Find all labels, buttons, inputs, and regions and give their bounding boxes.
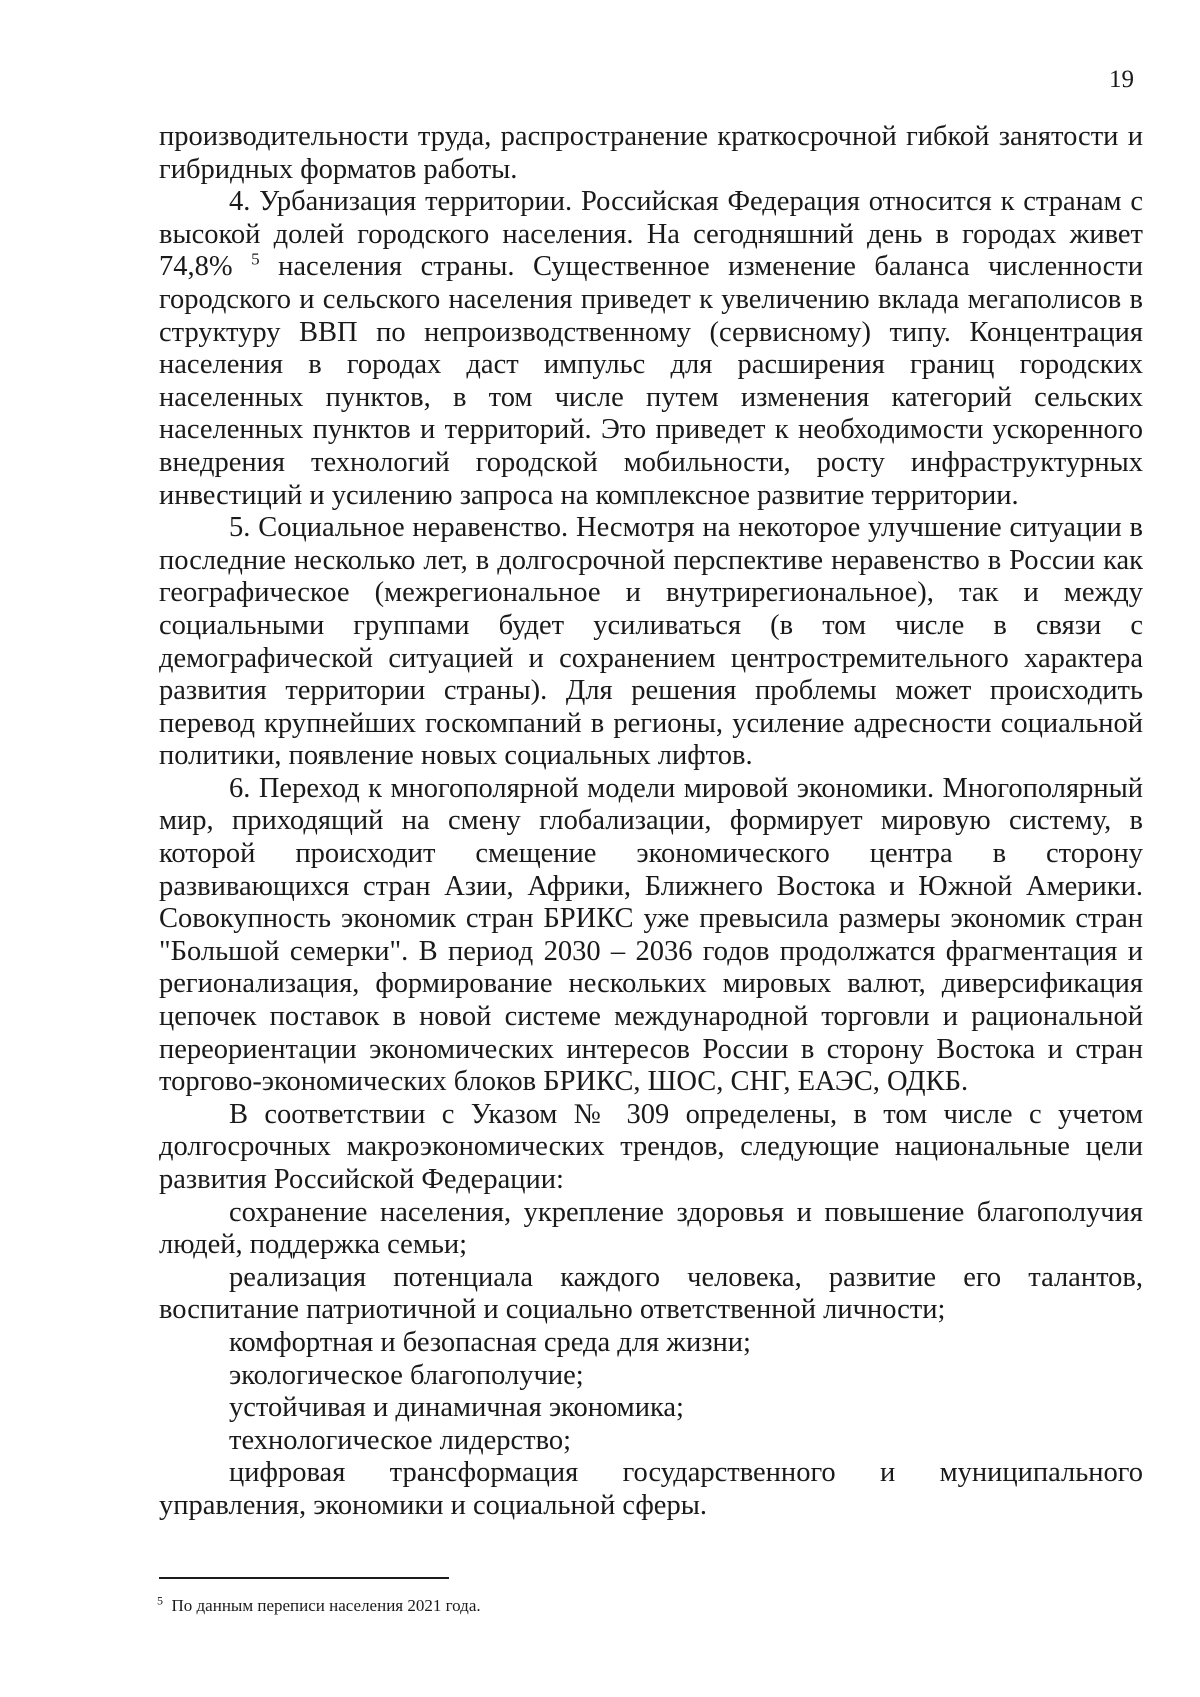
footnote-text: По данным переписи населения 2021 года. bbox=[171, 1596, 481, 1615]
goal-item: технологическое лидерство; bbox=[229, 1424, 572, 1456]
footnote-marker: 5 bbox=[157, 1593, 163, 1608]
document-body bbox=[159, 121, 1143, 1523]
goal-item: экологическое благополучие; bbox=[229, 1359, 584, 1391]
footnote-divider bbox=[159, 1577, 449, 1579]
paragraph-social-inequality: 5. Социальное неравенство. Несмотря на некоторое улучшение ситуации в последние несколько лет, в долгосрочной перспективе неравенство в России как географическое (межрегиональное и внутрирегиональное), так и между социальными группами будет усиливаться (в том числе в связи с демографической ситуацией и сохранением центростремительного характера развития территории страны). Для решения проблемы может происходить перевод крупнейших госкомпаний в регионы, усиление адресности социальной политики, появление новых социальных лифтов. bbox=[159, 512, 1143, 772]
urbanization-text: 4. Урбанизация территории. Российская Федерация относится к странам с высокой долей городского населения. На сегодняшний день в городах живет 74,8% bbox=[159, 186, 1143, 283]
paragraph-urbanization bbox=[159, 186, 1143, 512]
goal-item: комфортная и безопасная среда для жизни; bbox=[229, 1326, 751, 1358]
goal-item: реализация потенциала каждого человека, развитие его талантов, воспитание патриотичной и социально ответственной личности; bbox=[159, 1261, 1143, 1326]
paragraph-national-goals-intro: В соответствии с Указом № 309 определены, в том числе с учетом долгосрочных макроэкономических трендов, следующие национальные цели развития Российской Федерации: bbox=[159, 1098, 1143, 1195]
page-number: 19 bbox=[1109, 66, 1134, 93]
goal-item: сохранение населения, укрепление здоровья и повышение благополучия людей, поддержка семьи; bbox=[159, 1196, 1143, 1261]
urbanization-text-rest: населения страны. Существенное изменение баланса численности городского и сельского населения приведет к увеличению вклада мегаполисов в структуру ВВП по непроизводственному (сервисному) типу. Концентрация населения в городах даст импульс для расширения границ городских населенных пунктов, в том числе путем изменения категорий сельских населенных пунктов и территорий. Это приведет к необходимости ускоренного внедрения технологий городской мобильности, росту инфраструктурных инвестиций и усилению запроса на комплексное развитие территории. bbox=[159, 251, 1143, 511]
goal-item: устойчивая и динамичная экономика; bbox=[229, 1392, 684, 1424]
paragraph-continuation: производительности труда, распространение краткосрочной гибкой занятости и гибридных форматов работы. bbox=[159, 121, 1143, 185]
goal-item: цифровая трансформация государственного и муниципального управления, экономики и социальной сферы. bbox=[159, 1457, 1143, 1521]
footnote bbox=[157, 1593, 481, 1616]
paragraph-multipolar-economy: 6. Переход к многополярной модели мировой экономики. Многополярный мир, приходящий на смену глобализации, формирует мировую систему, в которой происходит смещение экономического центра в сторону развивающихся стран Азии, Африки, Ближнего Востока и Южной Америки. Совокупность экономик стран БРИКС уже превысила размеры экономик стран "Большой семерки". В период 2030 – 2036 годов продолжатся фрагментация и регионализация, формирование нескольких мировых валют, диверсификация цепочек поставок в новой системе международной торговли и рациональной переориентации экономических интересов России в сторону Востока и стран торгово-экономических блоков БРИКС, ШОС, СНГ, ЕАЭС, ОДКБ. bbox=[159, 772, 1143, 1098]
footnote-reference[interactable]: 5 bbox=[251, 249, 260, 269]
